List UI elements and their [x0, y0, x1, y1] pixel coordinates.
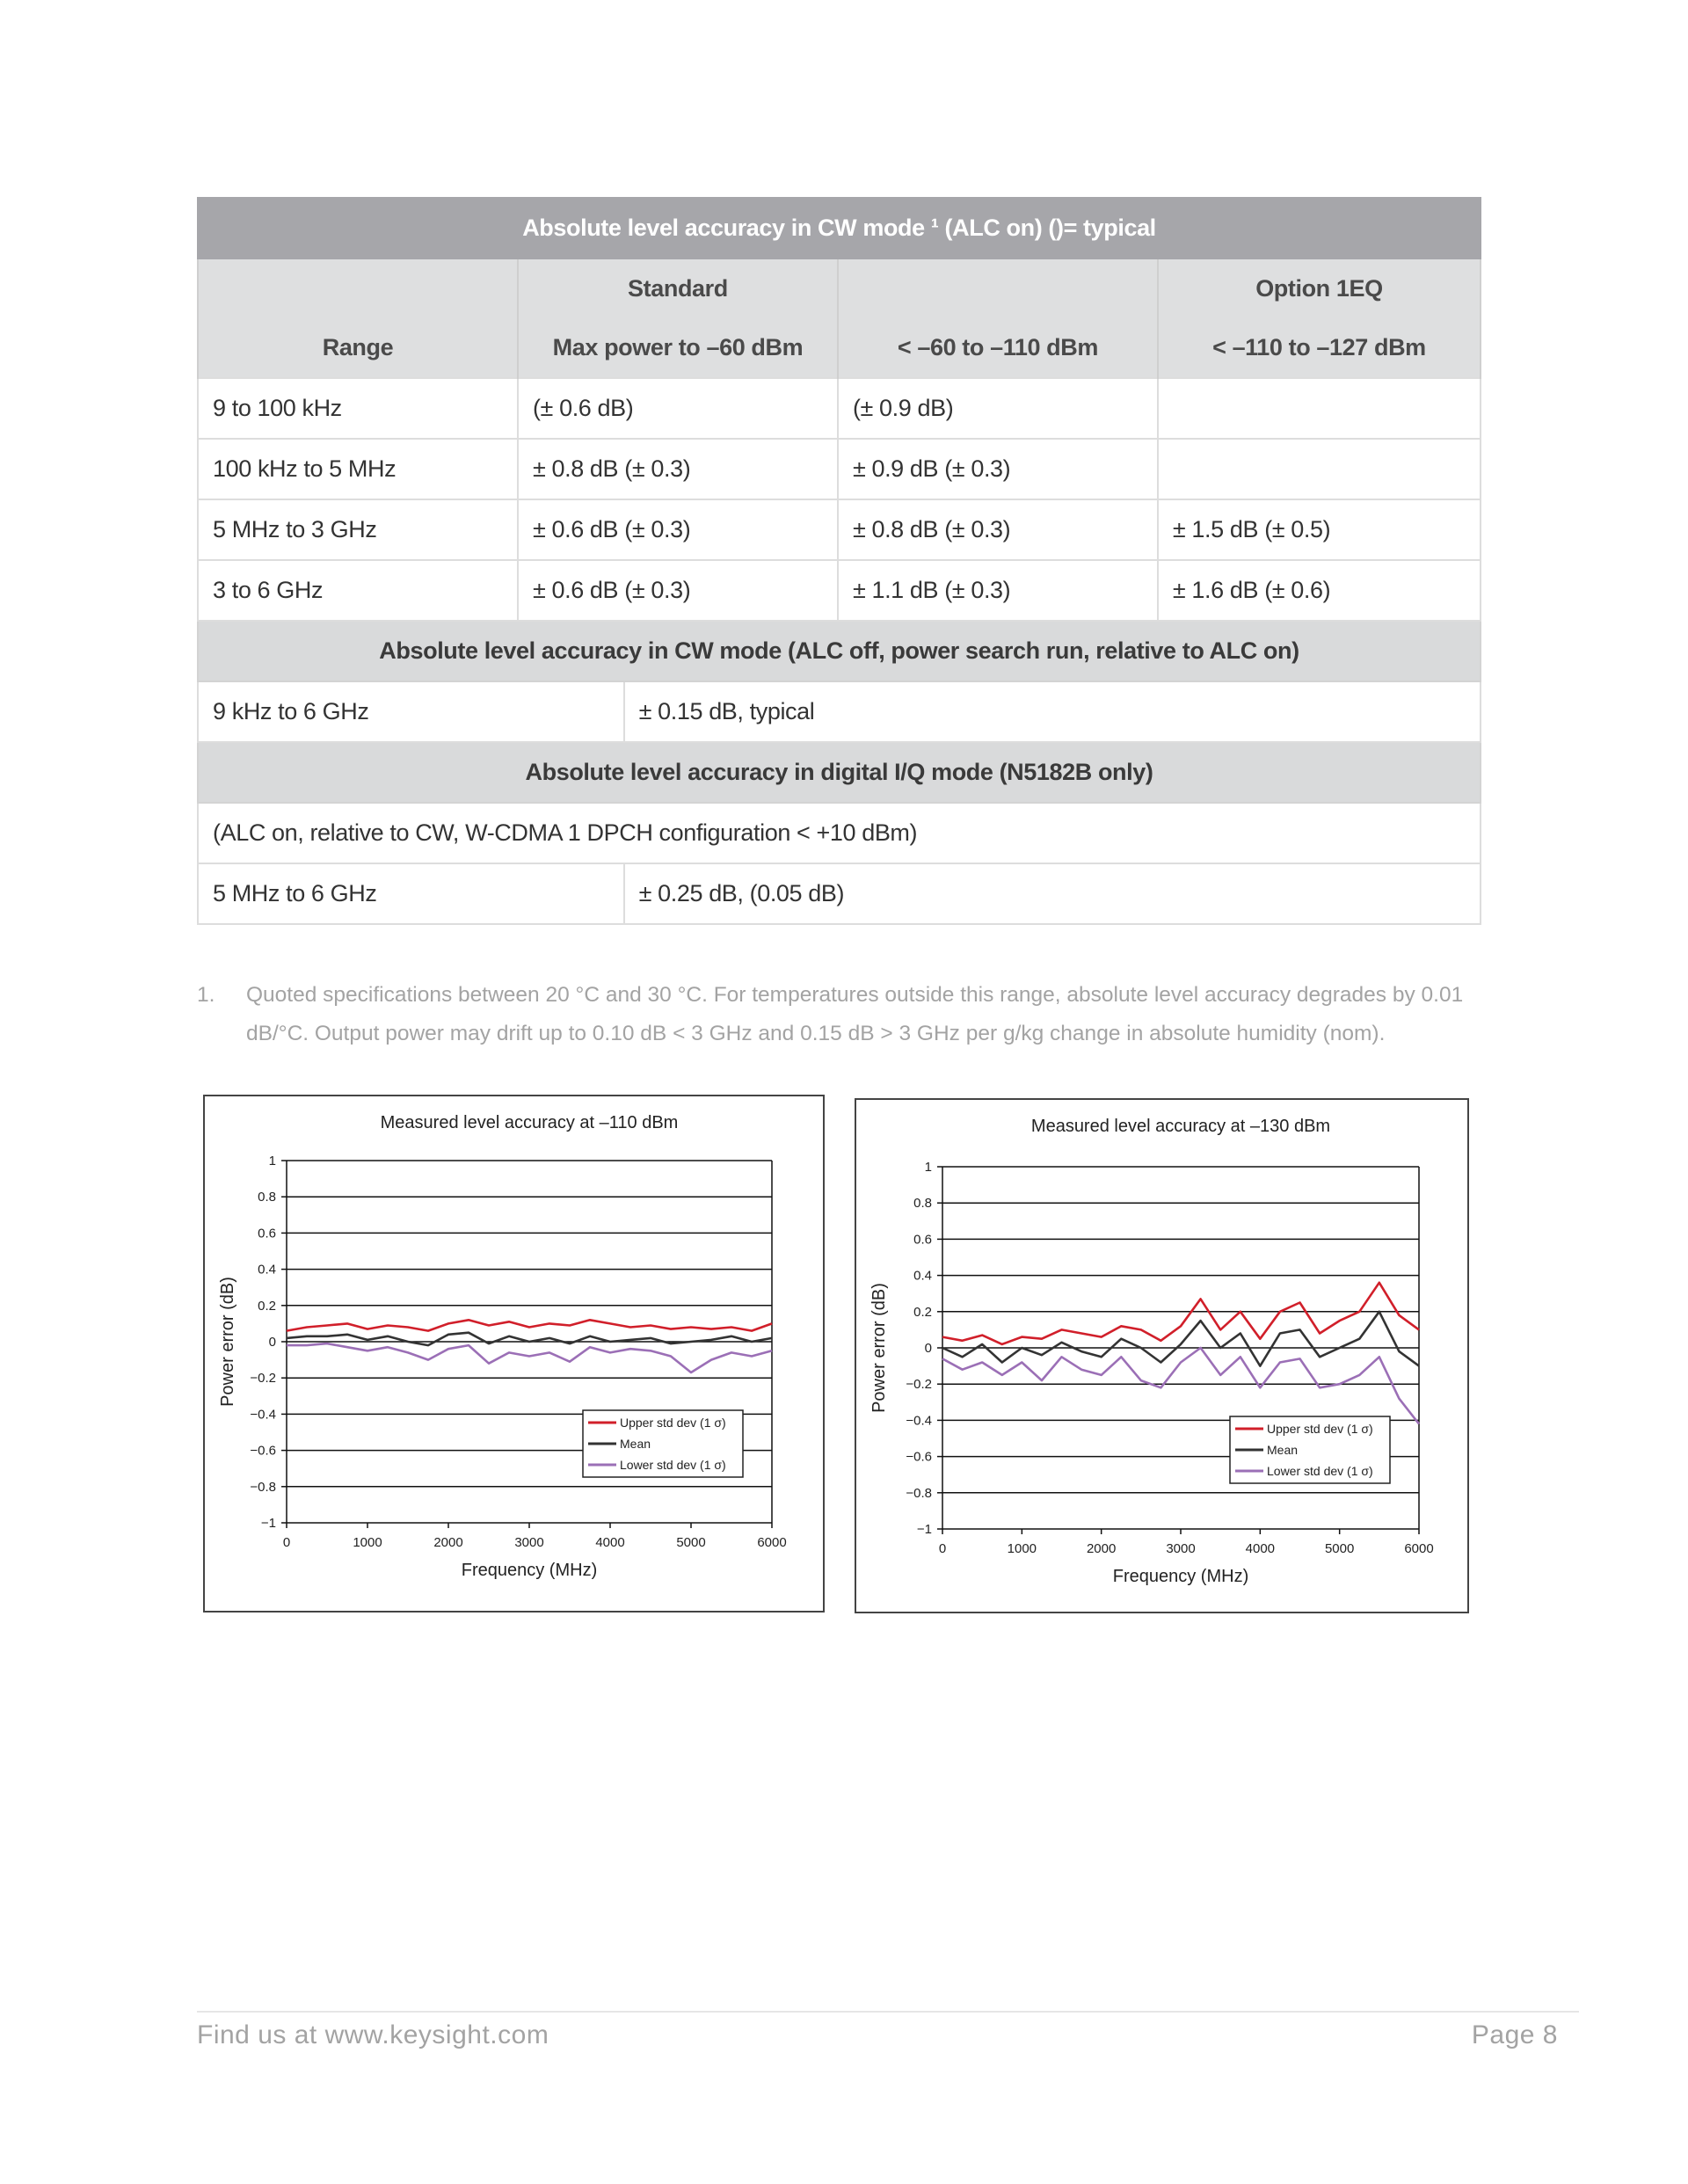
y-tick-label: 0.2	[913, 1304, 932, 1320]
footnote-text: Quoted specifications between 20 °C and 30 °C. For temperatures outside this range, absolute level accuracy degrades by 0.01 dB/°C. Output power may drift up to 0.10 dB < 3 GHz and 0.15 dB > 3 GHz per g/kg change in absolute humidity (nom).	[246, 983, 1464, 1045]
y-tick-label: −0.8	[250, 1479, 276, 1495]
y-tick-label: 0	[924, 1341, 932, 1356]
x-tick-label: 6000	[757, 1535, 787, 1550]
y-tick-label: 0.4	[258, 1262, 276, 1278]
table-cell-range: 9 to 100 kHz	[198, 378, 518, 439]
chart-panel-110dbm	[203, 1095, 825, 1613]
table-row	[198, 560, 1481, 621]
column-group-header-row	[198, 258, 1481, 318]
table-cell-range: 5 MHz to 3 GHz	[198, 499, 518, 560]
column-header: Max power to –60 dBm	[518, 318, 838, 378]
y-tick-label: 1	[268, 1154, 276, 1168]
y-axis-label: Power error (dB)	[869, 1283, 889, 1413]
level-accuracy-table	[197, 197, 1481, 925]
table-cell: (± 0.6 dB)	[518, 378, 838, 439]
x-tick-label: 5000	[676, 1535, 706, 1550]
column-header: < –110 to –127 dBm	[1158, 318, 1481, 378]
y-tick-label: −1	[916, 1522, 932, 1537]
column-header: < –60 to –110 dBm	[838, 318, 1158, 378]
footer-divider	[197, 2011, 1579, 2013]
table-row	[198, 499, 1481, 560]
y-tick-label: −0.8	[906, 1485, 932, 1501]
section-title-iq: Absolute level accuracy in digital I/Q mode (N5182B only)	[198, 742, 1481, 803]
chart-110dbm	[205, 1096, 823, 1611]
y-tick-label: −0.2	[250, 1371, 276, 1387]
legend-label: Upper std dev (1 σ)	[1267, 1422, 1373, 1436]
x-axis-label: Frequency (MHz)	[461, 1561, 598, 1580]
x-tick-label: 1000	[353, 1535, 382, 1550]
y-tick-label: 0.6	[913, 1232, 932, 1248]
x-tick-label: 0	[938, 1541, 947, 1556]
table-row	[198, 378, 1481, 439]
table-cell: ± 1.1 dB (± 0.3)	[838, 560, 1158, 621]
series-line	[287, 1343, 772, 1372]
table-cell: ± 0.8 dB (± 0.3)	[518, 439, 838, 499]
column-header-row	[198, 318, 1481, 378]
table-title-row	[198, 198, 1481, 258]
column-group-header	[198, 258, 518, 318]
table-cell: ± 0.15 dB, typical	[624, 681, 1481, 742]
y-tick-label: 0.2	[258, 1298, 276, 1314]
table-cell: ± 0.25 dB, (0.05 dB)	[624, 863, 1481, 924]
x-tick-label: 2000	[1086, 1541, 1117, 1556]
column-group-header-option-1eq: Option 1EQ	[1158, 258, 1481, 318]
y-tick-label: −0.4	[906, 1413, 932, 1429]
table-cell: ± 0.6 dB (± 0.3)	[518, 499, 838, 560]
y-tick-label: −0.2	[906, 1377, 932, 1393]
legend-label: Mean	[1267, 1443, 1299, 1457]
table-title: Absolute level accuracy in CW mode ¹ (ALC on) ()= typical	[198, 198, 1481, 258]
table-row	[198, 439, 1481, 499]
y-tick-label: 0.6	[258, 1226, 276, 1241]
chart-130dbm	[856, 1100, 1467, 1612]
x-tick-label: 1000	[1007, 1541, 1037, 1556]
table-cell: ± 0.8 dB (± 0.3)	[838, 499, 1158, 560]
legend-label: Lower std dev (1 σ)	[620, 1458, 726, 1472]
table-cell: ± 0.6 dB (± 0.3)	[518, 560, 838, 621]
table-cell-range: 5 MHz to 6 GHz	[198, 863, 624, 924]
legend-label: Mean	[620, 1437, 651, 1451]
table-cell-range: 9 kHz to 6 GHz	[198, 681, 624, 742]
section-title-alc-off: Absolute level accuracy in CW mode (ALC off, power search run, relative to ALC on)	[198, 621, 1481, 681]
y-tick-label: −0.4	[250, 1407, 276, 1423]
chart-panel-130dbm	[855, 1098, 1469, 1613]
column-header-range: Range	[198, 318, 518, 378]
table-cell	[1158, 439, 1481, 499]
footnote-number: 1.	[197, 983, 215, 1007]
section-header-row-iq	[198, 742, 1481, 803]
column-group-header-standard: Standard	[518, 258, 838, 318]
chart-title: Measured level accuracy at –130 dBm	[1030, 1117, 1331, 1136]
table-cell: ± 0.9 dB (± 0.3)	[838, 439, 1158, 499]
x-axis-label: Frequency (MHz)	[1112, 1567, 1249, 1586]
series-line	[287, 1320, 772, 1330]
y-axis-label: Power error (dB)	[218, 1277, 237, 1407]
table-row	[198, 803, 1481, 863]
column-group-header	[838, 258, 1158, 318]
table-cell-range: 100 kHz to 5 MHz	[198, 439, 518, 499]
table-row	[198, 863, 1481, 924]
series-line	[287, 1333, 772, 1345]
x-tick-label: 2000	[433, 1535, 463, 1550]
y-tick-label: 0.8	[913, 1196, 932, 1212]
y-tick-label: 1	[924, 1160, 932, 1175]
table-cell-note: (ALC on, relative to CW, W-CDMA 1 DPCH configuration < +10 dBm)	[198, 803, 1481, 863]
y-tick-label: −0.6	[250, 1443, 276, 1459]
table-row	[198, 681, 1481, 742]
x-tick-label: 3000	[514, 1535, 544, 1550]
series-line	[942, 1348, 1419, 1424]
x-tick-label: 4000	[1245, 1541, 1276, 1556]
section-header-row-alc-off	[198, 621, 1481, 681]
x-tick-label: 3000	[1166, 1541, 1196, 1556]
y-tick-label: −0.6	[906, 1449, 932, 1465]
table-cell	[1158, 378, 1481, 439]
x-tick-label: 0	[282, 1535, 291, 1550]
legend-label: Lower std dev (1 σ)	[1267, 1464, 1373, 1478]
x-tick-label: 5000	[1324, 1541, 1355, 1556]
y-tick-label: 0.8	[258, 1190, 276, 1205]
page-number: Page 8	[1471, 2020, 1558, 2049]
chart-title: Measured level accuracy at –110 dBm	[380, 1113, 679, 1132]
legend-label: Upper std dev (1 σ)	[620, 1416, 726, 1430]
table-cell-range: 3 to 6 GHz	[198, 560, 518, 621]
footer-website-link[interactable]: Find us at www.keysight.com	[197, 2020, 549, 2049]
y-tick-label: −1	[260, 1516, 276, 1531]
table-cell: ± 1.6 dB (± 0.6)	[1158, 560, 1481, 621]
x-tick-label: 6000	[1404, 1541, 1434, 1556]
x-tick-label: 4000	[595, 1535, 625, 1550]
series-line	[942, 1283, 1419, 1344]
y-tick-label: 0.4	[913, 1268, 932, 1284]
y-tick-label: 0	[268, 1335, 276, 1350]
table-cell: ± 1.5 dB (± 0.5)	[1158, 499, 1481, 560]
table-cell: (± 0.9 dB)	[838, 378, 1158, 439]
